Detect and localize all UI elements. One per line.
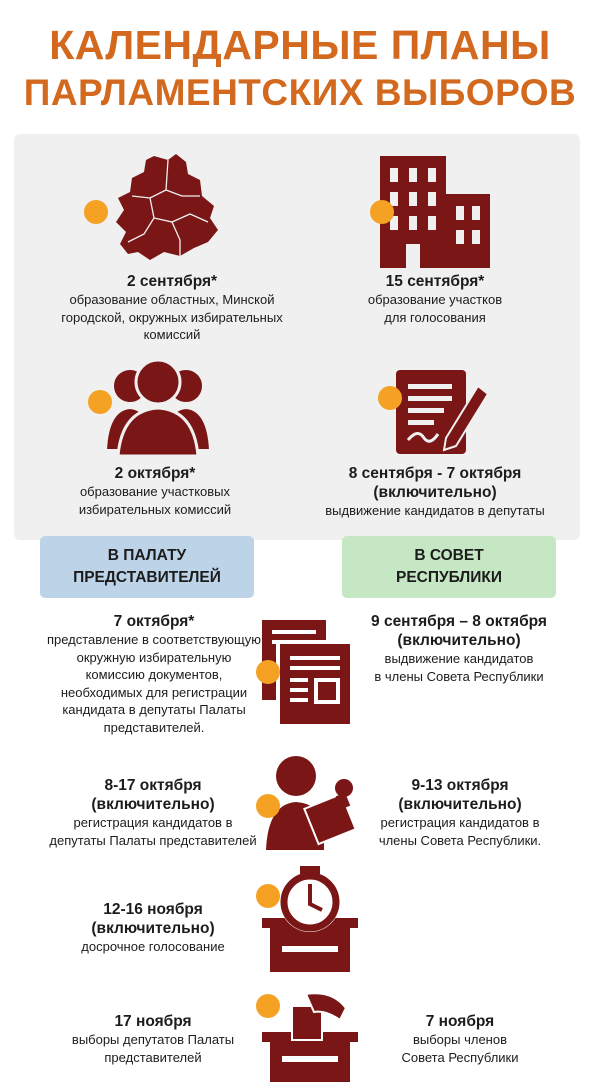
people-group-icon <box>106 352 210 456</box>
header-left-line1: В ПАЛАТУ <box>107 547 187 564</box>
header-left-line2: ПРЕДСТАВИТЕЛЕЙ <box>73 569 221 586</box>
row1-right <box>356 612 562 685</box>
registration-stamp-icon <box>266 754 360 850</box>
row4-right-text: Совета Республики <box>401 1049 519 1065</box>
row1-left-text: необходимых для регистрации <box>60 684 248 700</box>
block1-text-3: комиссий <box>143 327 201 342</box>
header-right-line2: РЕСПУБЛИКИ <box>395 569 503 586</box>
block4-date-2: (включительно) <box>373 484 497 501</box>
row2-right-text: регистрация кандидатов в <box>380 815 540 830</box>
marker-dot <box>256 884 280 908</box>
block-precinct-commissions <box>50 464 260 518</box>
block4-date-1: 8 сентября - 7 октября <box>348 465 522 482</box>
row3-left <box>40 900 266 956</box>
row1-left-text: кандидата в депутаты Палаты <box>62 702 246 717</box>
block-nominations <box>310 464 560 520</box>
row4-right <box>362 1012 558 1066</box>
row2-right-date: (включительно) <box>398 796 522 813</box>
block3-text-2: избирательных комиссий <box>78 501 232 517</box>
block1-date: 2 сентября* <box>126 273 218 290</box>
marker-dot <box>256 994 280 1018</box>
header-council-of-republic <box>342 536 556 598</box>
row1-left-text: комиссию документов, <box>85 667 223 682</box>
row2-right-text: члены Совета Республики. <box>378 832 542 848</box>
block-commissions <box>28 272 316 344</box>
page-title-line2: ПАРЛАМЕНТСКИХ ВЫБОРОВ <box>23 72 577 113</box>
row2-left <box>40 776 266 849</box>
row4-left-text: выборы депутатов Палаты <box>71 1032 235 1047</box>
page-title-line1: КАЛЕНДАРНЫЕ ПЛАНЫ <box>49 22 551 68</box>
marker-dot <box>370 200 394 224</box>
block3-date: 2 октября* <box>114 465 196 482</box>
block-polling-stations <box>330 272 540 326</box>
row2-right-date: 9-13 октября <box>411 777 509 794</box>
row3-left-date: 12-16 ноября <box>103 901 203 918</box>
marker-dot <box>84 200 108 224</box>
row1-right-text: в члены Совета Республики <box>374 668 544 684</box>
document-signing-icon <box>396 366 488 456</box>
row1-left-text: окружную избирательную <box>76 649 232 665</box>
marker-dot <box>88 390 112 414</box>
block1-text-2: городской, окружных избирательных <box>61 309 283 325</box>
row1-right-date: (включительно) <box>397 632 521 649</box>
row1-left <box>30 612 278 736</box>
early-voting-clock-icon <box>262 866 358 972</box>
row2-left-text: регистрация кандидатов в <box>73 815 233 830</box>
row2-left-date: (включительно) <box>91 796 215 813</box>
row3-left-text: досрочное голосование <box>81 939 225 954</box>
row4-right-text: выборы членов <box>412 1032 507 1047</box>
row4-left <box>40 1012 266 1066</box>
belarus-map-icon <box>110 152 222 264</box>
row1-right-text: выдвижение кандидатов <box>384 651 534 666</box>
row2-right <box>362 776 558 849</box>
row1-left-text: представление в соответствующую <box>46 632 262 647</box>
row4-right-date: 7 ноября <box>425 1013 495 1030</box>
row1-right-date: 9 сентября – 8 октября <box>371 613 547 630</box>
row4-left-date: 17 ноября <box>114 1013 192 1030</box>
row1-left-text: представителей. <box>103 719 205 735</box>
block2-date: 15 сентября* <box>385 273 485 290</box>
header-right-line1: В СОВЕТ <box>414 547 484 564</box>
row3-left-date: (включительно) <box>91 920 215 937</box>
block2-text-1: образование участков <box>367 292 503 307</box>
row2-left-date: 8-17 октября <box>104 777 202 794</box>
block2-text-2: для голосования <box>384 309 486 325</box>
row1-left-date: 7 октября* <box>113 613 195 630</box>
marker-dot <box>256 794 280 818</box>
row4-left-text: представителей <box>104 1049 202 1065</box>
block1-text-1: образование областных, Минской <box>69 292 275 307</box>
building-icon <box>380 156 490 268</box>
block4-text-1: выдвижение кандидатов в депутаты <box>325 503 545 518</box>
marker-dot <box>256 660 280 684</box>
marker-dot <box>378 386 402 410</box>
header-house-of-representatives <box>40 536 254 598</box>
row2-left-text: депутаты Палаты представителей <box>49 832 257 848</box>
block3-text-1: образование участковых <box>79 484 231 499</box>
